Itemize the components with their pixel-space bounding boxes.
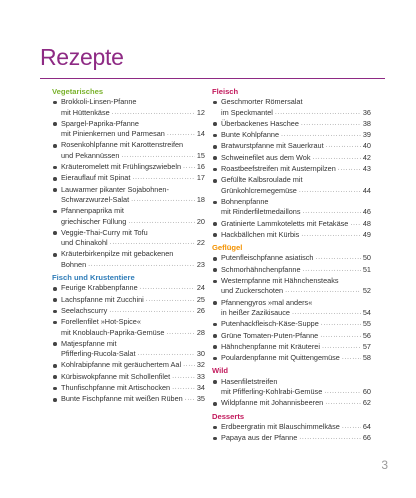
bullet-icon [213, 437, 217, 441]
dot-leader [292, 309, 361, 319]
toc-entry[interactable] [212, 342, 371, 353]
toc-page-number: 55 [362, 319, 371, 329]
toc-page-number: 57 [362, 341, 371, 351]
bullet-icon [53, 398, 57, 402]
toc-entry-title: Bratwurstpfanne mit Sauerkraut [221, 141, 324, 151]
section-heading: Fisch und Krustentiere [52, 273, 135, 283]
toc-entry-title: Forellenfilet »Hot-Spice« [61, 317, 141, 327]
bullet-icon [213, 233, 217, 237]
toc-page-number: 12 [196, 107, 205, 117]
toc-entry-title: Überbackenes Haschee [221, 118, 299, 128]
bullet-icon [53, 101, 57, 105]
bullet-icon [53, 177, 57, 181]
page-title: Rezepte [40, 44, 124, 70]
toc-page-number: 33 [196, 371, 205, 381]
toc-entry[interactable] [212, 119, 371, 130]
toc-page-number: 24 [196, 283, 205, 293]
toc-page-number: 51 [362, 264, 371, 274]
toc-entry[interactable] [52, 295, 205, 306]
dot-leader [321, 320, 361, 330]
toc-entry[interactable] [52, 283, 205, 294]
dot-leader [350, 220, 361, 230]
toc-entry-title: Lachspfanne mit Zucchini [61, 294, 144, 304]
toc-entry[interactable] [212, 253, 371, 264]
toc-page-number: 32 [196, 360, 205, 370]
toc-entry[interactable] [212, 141, 371, 152]
toc-entry[interactable] [212, 164, 371, 175]
bullet-icon [53, 310, 57, 314]
toc-entry-title: Poulardenpfanne mit Quittengemüse [221, 353, 340, 363]
toc-entry-title: mit Rinderfiletmedaillons [221, 207, 301, 217]
bullet-icon [53, 364, 57, 368]
toc-page-number: 49 [362, 229, 371, 239]
toc-entry-title: griechischer Füllung [61, 216, 127, 226]
dot-leader [303, 208, 361, 218]
dot-leader [325, 399, 361, 409]
toc-entry-title: Kräuterbirkenpilze mit gebackenen [61, 249, 174, 259]
toc-entry-title: mit Pinienkernen und Parmesan [61, 129, 165, 139]
bullet-icon [53, 387, 57, 391]
toc-entry-title: Spargel-Paprika-Pfanne [61, 118, 139, 128]
toc-entry-title: Lauwarmer pikanter Sojabohnen- [61, 184, 169, 194]
toc-entry-title: Erdbeergratin mit Blauschimmelkäse [221, 421, 340, 431]
toc-entry[interactable] [52, 249, 205, 271]
toc-entry-title: Feurige Krabbenpfanne [61, 283, 138, 293]
toc-entry-title: Westernpfanne mit Hähnchensteaks [221, 276, 339, 286]
toc-entry-title: Bunte Fischpfanne mit weißen Rüben [61, 394, 183, 404]
toc-entry[interactable] [52, 360, 205, 371]
bullet-icon [53, 298, 57, 302]
toc-page-number: 20 [196, 216, 205, 226]
bullet-icon [213, 402, 217, 406]
bullet-icon [213, 380, 217, 384]
dot-leader [140, 284, 195, 294]
toc-page-number: 46 [362, 207, 371, 217]
dot-leader [183, 361, 195, 371]
dot-leader [301, 231, 361, 241]
dot-leader [183, 163, 195, 173]
bullet-icon [213, 201, 217, 205]
toc-page-number: 62 [362, 398, 371, 408]
toc-entry[interactable] [212, 130, 371, 141]
toc-page-number: 23 [196, 259, 205, 269]
toc-entry-title: Grünkohlcremegemüse [221, 185, 297, 195]
toc-entry-title: und Chinakohl [61, 238, 108, 248]
toc-entry[interactable] [212, 298, 371, 320]
page-number: 3 [381, 458, 388, 472]
dot-leader [316, 254, 361, 264]
toc-entry[interactable] [212, 175, 371, 197]
toc-page-number: 52 [362, 286, 371, 296]
bullet-icon [213, 280, 217, 284]
toc-entry-title: Veggie-Thai-Curry mit Tofu [61, 227, 148, 237]
toc-entry-title: Bohnenpfanne [221, 196, 269, 206]
dot-leader [167, 130, 195, 140]
toc-entry[interactable] [52, 206, 205, 228]
section-heading: Geflügel [212, 243, 243, 253]
toc-page-number: 17 [196, 173, 205, 183]
toc-page-number: 54 [362, 307, 371, 317]
toc-entry-title: Schweinefilet aus dem Wok [221, 152, 311, 162]
toc-page-number: 48 [362, 218, 371, 228]
bullet-icon [213, 134, 217, 138]
toc-entry-title: Roastbeefstreifen mit Austernpilzen [221, 164, 336, 174]
toc-entry[interactable] [52, 228, 205, 250]
toc-entry[interactable] [52, 372, 205, 383]
toc-entry-title: Seelachscurry [61, 305, 108, 315]
dot-leader [112, 109, 195, 119]
toc-entry-title: Brokkoli-Linsen-Pfanne [61, 97, 137, 107]
dot-leader [281, 131, 361, 141]
toc-page-number: 39 [362, 130, 371, 140]
toc-entry-title: Matjespfanne mit [61, 338, 117, 348]
bullet-icon [213, 222, 217, 226]
dot-leader [109, 307, 195, 317]
toc-page-number: 36 [362, 107, 371, 117]
toc-entry[interactable] [52, 394, 205, 405]
bullet-icon [53, 375, 57, 379]
toc-entry-title: und Pekannüssen [61, 150, 120, 160]
bullet-icon [213, 334, 217, 338]
bullet-icon [53, 122, 57, 126]
toc-entry-title: mit Pfifferling-Kohlrabi-Gemüse [221, 387, 323, 397]
bullet-icon [213, 101, 217, 105]
toc-entry[interactable] [212, 398, 371, 409]
bullet-icon [213, 145, 217, 149]
toc-page-number: 14 [196, 129, 205, 139]
toc-entry-title: Schwarzwurzel-Salat [61, 194, 130, 204]
bullet-icon [213, 426, 217, 430]
dot-leader [275, 109, 361, 119]
toc-entry[interactable] [212, 153, 371, 164]
dot-leader [121, 152, 194, 162]
toc-page-number: 22 [196, 238, 205, 248]
toc-page-number: 34 [196, 383, 205, 393]
toc-page-number: 25 [196, 294, 205, 304]
toc-page-number: 64 [362, 421, 371, 431]
bullet-icon [213, 257, 217, 261]
toc-entry-title: Putenhackfleisch-Käse-Suppe [221, 319, 319, 329]
toc-entry-title: im Speckmantel [221, 107, 273, 117]
bullet-icon [213, 301, 217, 305]
bullet-icon [53, 342, 57, 346]
toc-entry[interactable] [52, 306, 205, 317]
dot-leader [342, 423, 361, 433]
title-rule [40, 78, 385, 79]
toc-entry-title: Bohnen [61, 259, 87, 269]
bullet-icon [213, 345, 217, 349]
dot-leader [299, 187, 361, 197]
toc-entry-title: Gefüllte Kalbsroulade mit [221, 175, 303, 185]
toc-entry-title: und Zuckerschoten [221, 286, 284, 296]
toc-entry[interactable] [52, 173, 205, 184]
dot-leader [131, 196, 195, 206]
bullet-icon [53, 166, 57, 170]
toc-entry-title: Thunfischpfanne mit Artischocken [61, 383, 171, 393]
toc-entry-title: mit Knoblauch-Paprika-Gemüse [61, 327, 165, 337]
bullet-icon [213, 179, 217, 183]
toc-entry-title: Hasenfiletstreifen [221, 376, 278, 386]
bullet-icon [53, 210, 57, 214]
toc-entry[interactable] [212, 353, 371, 364]
toc-page-number: 42 [362, 152, 371, 162]
toc-entry-title: Kürbiswokpfanne mit Schollenfilet [61, 371, 171, 381]
bullet-icon [213, 156, 217, 160]
dot-leader [138, 350, 195, 360]
toc-entry[interactable] [212, 219, 371, 230]
toc-entry-title: Kohlrabipfanne mit geräuchertem Aal [61, 360, 182, 370]
toc-entry[interactable] [52, 140, 205, 162]
bullet-icon [53, 253, 57, 257]
toc-entry-title: Grüne Tomaten-Puten-Pfanne [221, 330, 319, 340]
toc-entry[interactable] [212, 97, 371, 119]
bullet-icon [213, 357, 217, 361]
bullet-icon [213, 168, 217, 172]
toc-entry-title: Pfannenpaprika mit [61, 206, 124, 216]
toc-page-number: 15 [196, 150, 205, 160]
toc-entry[interactable] [212, 230, 371, 241]
toc-entry[interactable] [52, 317, 205, 339]
toc-entry[interactable] [212, 422, 371, 433]
dot-leader [299, 434, 361, 444]
toc-entry[interactable] [212, 265, 371, 276]
bullet-icon [53, 287, 57, 291]
toc-entry-title: Hackbällchen mit Kürbis [221, 229, 300, 239]
toc-entry-title: Hähnchenpfanne mit Kräuterei [221, 341, 320, 351]
dot-leader [324, 388, 361, 398]
toc-entry[interactable] [212, 276, 371, 298]
toc-column-right [212, 87, 371, 445]
toc-column-left [52, 87, 205, 406]
toc-entry[interactable] [52, 162, 205, 173]
dot-leader [166, 329, 194, 339]
toc-entry-title: Bunte Kohlpfanne [221, 130, 280, 140]
toc-entry-title: Pfifferling-Rucola-Salat [61, 349, 136, 359]
toc-page-number: 30 [196, 349, 205, 359]
toc-page-number: 60 [362, 387, 371, 397]
toc-page-number: 50 [362, 253, 371, 263]
toc-entry-title: Papaya aus der Pfanne [221, 433, 298, 443]
toc-entry-title: Eierauflauf mit Spinat [61, 173, 131, 183]
dot-leader [172, 384, 195, 394]
toc-entry-title: Rosenkohlpfanne mit Karottenstreifen [61, 140, 184, 150]
toc-entry[interactable] [212, 433, 371, 444]
bullet-icon [213, 122, 217, 126]
toc-page-number: 38 [362, 118, 371, 128]
bullet-icon [213, 268, 217, 272]
toc-entry[interactable] [52, 339, 205, 361]
toc-entry-title: Schmorhähnchenpfanne [221, 264, 301, 274]
toc-entry-title: mit Hüttenkäse [61, 107, 110, 117]
bullet-icon [213, 323, 217, 327]
toc-page-number: 44 [362, 185, 371, 195]
toc-entry[interactable] [52, 119, 205, 141]
toc-entry-title: Geschmorter Römersalat [221, 97, 303, 107]
toc-entry-title: Gratinierte Lammkoteletts mit Fetakäse [221, 218, 349, 228]
toc-entry-title: Pfannengyros »mal anders« [221, 297, 313, 307]
bullet-icon [53, 231, 57, 235]
toc-entry[interactable] [212, 319, 371, 330]
toc-page-number: 16 [196, 162, 205, 172]
toc-page-number: 35 [196, 394, 205, 404]
toc-entry-title: Wildpfanne mit Johannisbeeren [221, 398, 324, 408]
toc-entry-title: in heißer Zazikisauce [221, 307, 290, 317]
toc-page-number: 18 [196, 194, 205, 204]
toc-entry-title: Putenfleischpfanne asiatisch [221, 253, 314, 263]
toc-entry[interactable] [52, 185, 205, 207]
dot-leader [301, 120, 361, 130]
dot-leader [320, 332, 361, 342]
dot-leader [132, 174, 195, 184]
toc-entry[interactable] [52, 383, 205, 394]
toc-page-number: 43 [362, 164, 371, 174]
dot-leader [322, 343, 361, 353]
section-heading: Desserts [212, 411, 245, 421]
dot-leader [172, 373, 195, 383]
toc-page-number: 28 [196, 327, 205, 337]
dot-leader [285, 287, 361, 297]
dot-leader [326, 142, 361, 152]
toc-entry[interactable] [212, 197, 371, 219]
toc-entry[interactable] [212, 331, 371, 342]
dot-leader [342, 354, 361, 364]
bullet-icon [53, 188, 57, 192]
toc-page-number: 66 [362, 433, 371, 443]
toc-entry-title: Kräuteromelett mit Frühlingszwiebeln [61, 162, 182, 172]
dot-leader [128, 218, 195, 228]
dot-leader [146, 296, 195, 306]
toc-entry[interactable] [212, 377, 371, 399]
toc-entry[interactable] [52, 97, 205, 119]
bullet-icon [53, 321, 57, 325]
bullet-icon [53, 144, 57, 148]
dot-leader [313, 154, 361, 164]
dot-leader [303, 266, 361, 276]
section-heading: Wild [212, 366, 228, 376]
dot-leader [338, 165, 361, 175]
dot-leader [110, 239, 195, 249]
dot-leader [185, 395, 195, 405]
toc-page-number: 58 [362, 353, 371, 363]
toc-page-number: 56 [362, 330, 371, 340]
toc-page-number: 26 [196, 305, 205, 315]
toc-page-number: 40 [362, 141, 371, 151]
section-heading: Vegetarisches [52, 87, 104, 96]
dot-leader [88, 261, 195, 271]
section-heading: Fleisch [212, 87, 239, 96]
